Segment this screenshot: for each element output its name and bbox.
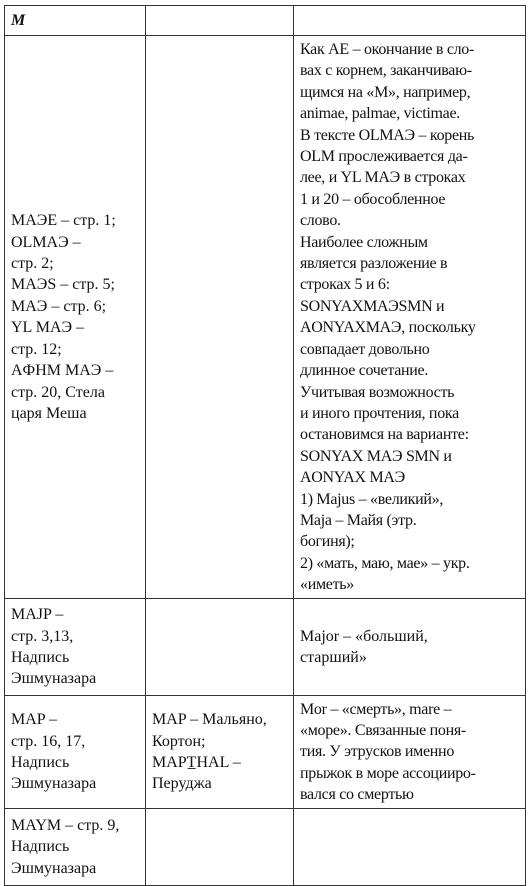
meaning-line: лее, и YL MAЭ в строках	[300, 169, 466, 187]
etruscan-cell	[146, 808, 294, 885]
meaning-line: слово.	[300, 212, 341, 230]
header-cell-2	[146, 6, 294, 36]
etruscan-line: Перуджа	[152, 775, 212, 793]
meaning-line: AONYAX MAЭ	[300, 469, 405, 487]
word-cell	[5, 598, 146, 695]
glossary-table	[4, 5, 526, 886]
word-line: MAYM – стр. 9,	[11, 816, 120, 834]
etruscan-cell	[146, 36, 294, 599]
word-line: AФHM MAЭ –	[11, 362, 114, 380]
word-line: Надпись	[11, 838, 70, 856]
section-letter: M	[11, 12, 26, 30]
header-cell-3	[294, 6, 526, 36]
meaning-line: совпадает довольно	[300, 340, 430, 358]
meaning-line: OLM прослеживается да-	[300, 148, 468, 166]
meaning-line: строках 5 и 6:	[300, 276, 390, 294]
meaning-line: вался со смертью	[300, 786, 414, 804]
table-row	[5, 598, 526, 695]
meaning-cell	[294, 598, 526, 695]
meaning-line: тия. У этрусков именно	[300, 743, 455, 761]
meaning-line: и иного прочтения, пока	[300, 404, 459, 422]
word-line: Эшмуназара	[11, 859, 97, 877]
etruscan-cell	[146, 695, 294, 808]
meaning-line: SONYAX MAЭ SMN и	[300, 447, 452, 465]
meaning-line: 1 и 20 – обособленное	[300, 190, 446, 208]
word-cell	[5, 36, 146, 599]
word-line: стр. 3,13,	[11, 627, 74, 645]
word-line: стр. 2;	[11, 255, 54, 273]
meaning-line: Maja – Майя (этр.	[300, 511, 417, 529]
word-line: MAЭ – стр. 6;	[11, 297, 107, 315]
meaning-line: щимся на «М», например,	[300, 83, 471, 101]
word-line: YL MAЭ –	[11, 319, 85, 337]
word-line: стр. 12;	[11, 340, 62, 358]
word-line: Надпись	[11, 754, 70, 772]
etruscan-line: MAPT̲HAL –	[152, 754, 241, 772]
meaning-line: Учитывая возможность	[300, 383, 455, 401]
table-row	[5, 695, 526, 808]
word-line: MAЭS – стр. 5;	[11, 276, 115, 294]
table-header-row	[5, 6, 526, 36]
meaning-line: вах с корнем, заканчиваю-	[300, 62, 472, 80]
meaning-line: остановимся на варианте:	[300, 426, 469, 444]
meaning-line: SONYAXMAЭSMN и	[300, 297, 445, 315]
meaning-line: AONYAXMAЭ, поскольку	[300, 319, 476, 337]
meaning-line: богиня);	[300, 533, 355, 551]
word-line: MAЭE – стр. 1;	[11, 212, 116, 230]
word-line: Эшмуназара	[11, 670, 97, 688]
word-cell	[5, 695, 146, 808]
word-line: стр. 20, Стела	[11, 383, 105, 401]
meaning-cell	[294, 695, 526, 808]
table-row	[5, 808, 526, 885]
meaning-line: длинное сочетание.	[300, 362, 429, 380]
word-line: OLMAЭ –	[11, 233, 81, 251]
meaning-line: «море». Связанные поня-	[300, 721, 466, 739]
word-cell	[5, 808, 146, 885]
word-line: царя Меша	[11, 404, 87, 422]
meaning-line: 2) «мать, маю, мае» – укр.	[300, 554, 470, 572]
meaning-line: «иметь»	[300, 576, 354, 594]
meaning-line: В тексте OLMAЭ – корень	[300, 126, 475, 144]
meaning-line: Как AE – окончание в сло-	[300, 41, 475, 58]
meaning-line: Major – «больший,	[300, 627, 428, 645]
etruscan-line: MAP – Мальяно,	[152, 711, 267, 729]
meaning-line: Наиболее сложным	[300, 233, 428, 251]
word-line: Надпись	[11, 649, 70, 667]
header-cell-letter	[5, 6, 146, 36]
meaning-line: animae, palmae, victimae.	[300, 105, 460, 123]
word-line: MAJP –	[11, 606, 64, 624]
word-line: Эшмуназара	[11, 775, 97, 793]
word-line: стр. 16, 17,	[11, 732, 86, 750]
table-row	[5, 36, 526, 599]
etruscan-cell	[146, 598, 294, 695]
meaning-line: прыжок в море ассоцииро-	[300, 764, 476, 782]
meaning-line: Mor – «смерть», mare –	[300, 700, 452, 718]
etruscan-line: Кортон;	[152, 732, 206, 750]
meaning-line: 1) Majus – «великий»,	[300, 490, 444, 508]
meaning-cell	[294, 36, 526, 599]
meaning-line: старший»	[300, 649, 367, 667]
meaning-cell	[294, 808, 526, 885]
meaning-line: является разложение в	[300, 255, 448, 273]
word-line: MAP –	[11, 711, 58, 729]
